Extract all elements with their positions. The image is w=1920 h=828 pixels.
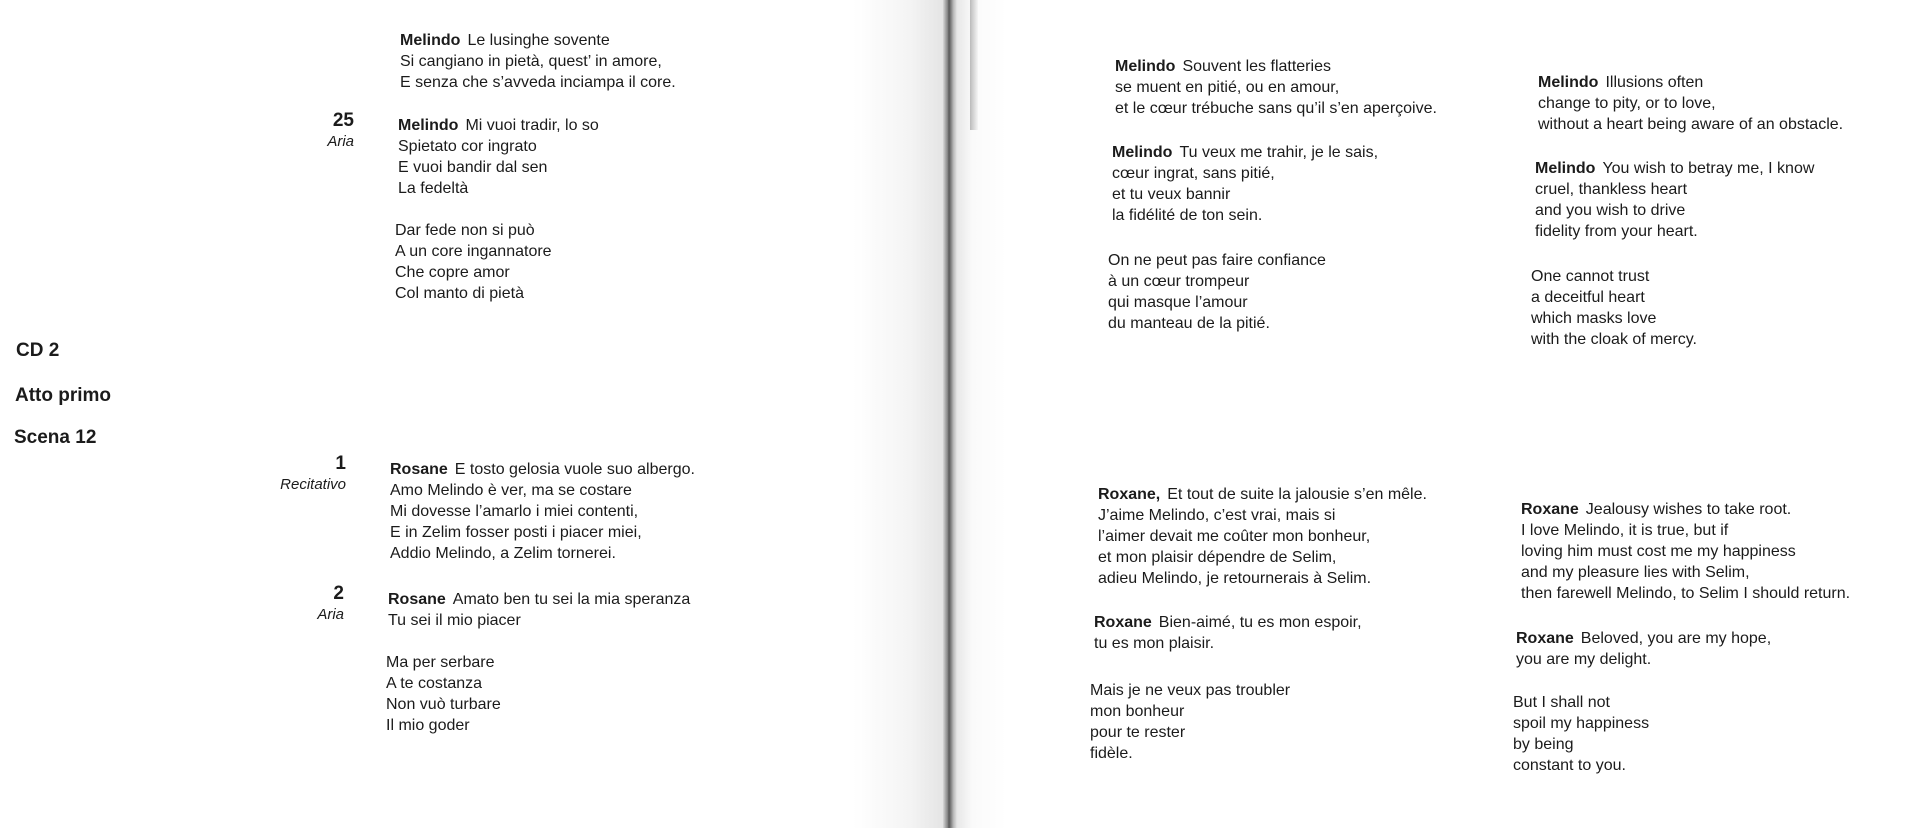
speaker-name: Roxane [1516, 630, 1574, 647]
verse-line: et mon plaisir dépendre de Selim, [1098, 549, 1337, 566]
verse-line: Beloved, you are my hope, [1580, 630, 1772, 647]
number-label-2 [224, 583, 344, 624]
number-label-1 [226, 453, 346, 494]
verse-line: Bien-aimé, tu es mon espoir, [1158, 614, 1362, 631]
italian-verse-melindo-aria [398, 115, 599, 199]
verse-line: l’aimer devait me coûter mon bonheur, [1098, 528, 1371, 545]
french-verse-roxane-aria-stanza-2 [1090, 680, 1290, 764]
italian-verse-melindo-recitative [400, 30, 676, 93]
verse-line: E senza che s’avveda inciampa il core. [400, 74, 676, 91]
verse-line: Tu veux me trahir, je le sais, [1179, 144, 1379, 161]
verse-line: et tu veux bannir [1112, 186, 1231, 203]
verse-line: constant to you. [1513, 757, 1626, 774]
verse-line: Mi dovesse l’amarlo i miei contenti, [390, 503, 639, 520]
verse-line: without a heart being aware of an obstacle. [1538, 116, 1844, 133]
verse-line: Souvent les flatteries [1182, 58, 1331, 75]
verse-line: se muent en pitié, ou en amour, [1115, 79, 1340, 96]
number-label-25 [234, 110, 354, 151]
verse-line: I love Melindo, it is true, but if [1521, 522, 1729, 539]
speaker-name: Melindo [400, 32, 461, 49]
french-verse-roxane-aria [1094, 612, 1362, 654]
verse-line: Amato ben tu sei la mia speranza [452, 591, 691, 608]
speaker-name: Melindo [1115, 58, 1176, 75]
speaker-name: Melindo [1538, 74, 1599, 91]
english-verse-melindo-aria-stanza-2 [1531, 266, 1697, 350]
left-page [0, 0, 948, 828]
act-heading: Atto primo [15, 385, 112, 406]
verse-line: Spietato cor ingrato [398, 138, 537, 155]
verse-line: adieu Melindo, je retournerais à Selim. [1098, 570, 1372, 587]
verse-line: à un cœur trompeur [1108, 273, 1250, 290]
verse-line: Tu sei il mio piacer [388, 612, 521, 629]
book-spine-fold [970, 0, 978, 130]
verse-line: Amo Melindo è ver, ma se costare [390, 482, 632, 499]
verse-line: Si cangiano in pietà, quest’ in amore, [400, 53, 662, 70]
verse-line: Le lusinghe sovente [467, 32, 610, 49]
verse-line: Che copre amor [395, 264, 510, 281]
english-verse-roxane-aria-stanza-2 [1513, 692, 1649, 776]
french-verse-melindo-aria [1112, 142, 1378, 226]
italian-verse-rosane-aria-stanza-2 [386, 652, 501, 736]
english-verse-melindo-aria [1535, 158, 1814, 242]
verse-line: Ma per serbare [386, 654, 495, 671]
verse-line: Addio Melindo, a Zelim tornerei. [390, 545, 616, 562]
verse-line: la fidélité de ton sein. [1112, 207, 1263, 224]
speaker-name: Roxane [1094, 614, 1152, 631]
verse-line: Dar fede non si può [395, 222, 535, 239]
book-spine-shadow [943, 0, 957, 828]
verse-line: fidèle. [1090, 745, 1133, 762]
french-verse-roxane-recitative [1098, 484, 1427, 589]
speaker-name: Melindo [398, 117, 459, 134]
verse-line: et le cœur trébuche sans qu’il s’en aperçoive. [1115, 100, 1437, 117]
verse-line: change to pity, or to love, [1538, 95, 1716, 112]
verse-line: and you wish to drive [1535, 202, 1686, 219]
verse-line: You wish to betray me, I know [1602, 160, 1815, 177]
verse-line: Il mio goder [386, 717, 470, 734]
verse-line: La fedeltà [398, 180, 469, 197]
right-page [948, 0, 1920, 828]
verse-line: Jealousy wishes to take root. [1585, 501, 1792, 518]
french-verse-melindo-recitative [1115, 56, 1437, 119]
speaker-name: Roxane [1521, 501, 1579, 518]
speaker-name: Melindo [1112, 144, 1173, 161]
verse-line: Et tout de suite la jalousie s’en mêle. [1167, 486, 1427, 503]
french-verse-melindo-aria-stanza-2 [1108, 250, 1326, 334]
verse-line: by being [1513, 736, 1574, 753]
verse-line: fidelity from your heart. [1535, 223, 1698, 240]
verse-line: pour te rester [1090, 724, 1186, 741]
verse-line: E in Zelim fosser posti i piacer miei, [390, 524, 642, 541]
verse-line: But I shall not [1513, 694, 1610, 711]
verse-line: Mais je ne veux pas troubler [1090, 682, 1291, 699]
verse-line: A te costanza [386, 675, 483, 692]
speaker-name: Melindo [1535, 160, 1596, 177]
track-type: Aria [327, 133, 354, 150]
track-number: 1 [335, 453, 346, 474]
speaker-name: Roxane, [1098, 486, 1161, 503]
track-type: Aria [317, 606, 344, 623]
verse-line: A un core ingannatore [395, 243, 552, 260]
english-verse-melindo-recitative [1538, 72, 1843, 135]
verse-line: On ne peut pas faire confiance [1108, 252, 1326, 269]
verse-line: loving him must cost me my happiness [1521, 543, 1796, 560]
verse-line: Illusions often [1605, 74, 1704, 91]
verse-line: mon bonheur [1090, 703, 1185, 720]
italian-verse-rosane-aria [388, 589, 690, 631]
speaker-name: Rosane [390, 461, 448, 478]
english-verse-roxane-aria [1516, 628, 1771, 670]
verse-line: One cannot trust [1531, 268, 1650, 285]
verse-line: Non vuò turbare [386, 696, 501, 713]
verse-line: qui masque l’amour [1108, 294, 1248, 311]
verse-line: J’aime Melindo, c’est vrai, mais si [1098, 507, 1336, 524]
verse-line: cruel, thankless heart [1535, 181, 1688, 198]
verse-line: Mi vuoi tradir, lo so [465, 117, 599, 134]
verse-line: Col manto di pietà [395, 285, 524, 302]
scene-heading: Scena 12 [14, 427, 97, 448]
track-number: 25 [332, 110, 354, 131]
verse-line: E vuoi bandir dal sen [398, 159, 548, 176]
verse-line: du manteau de la pitié. [1108, 315, 1270, 332]
verse-line: a deceitful heart [1531, 289, 1645, 306]
verse-line: with the cloak of mercy. [1531, 331, 1697, 348]
track-type: Recitativo [280, 476, 346, 493]
verse-line: then farewell Melindo, to Selim I should return. [1521, 585, 1851, 602]
verse-line: tu es mon plaisir. [1094, 635, 1215, 652]
speaker-name: Rosane [388, 591, 446, 608]
italian-verse-melindo-aria-stanza-2 [395, 220, 552, 304]
verse-line: cœur ingrat, sans pitié, [1112, 165, 1275, 182]
italian-verse-rosane-recitative [390, 459, 695, 564]
verse-line: which masks love [1531, 310, 1657, 327]
english-verse-roxane-recitative [1521, 499, 1850, 604]
verse-line: E tosto gelosia vuole suo albergo. [454, 461, 695, 478]
cd-heading: CD 2 [16, 340, 60, 361]
verse-line: and my pleasure lies with Selim, [1521, 564, 1750, 581]
verse-line: spoil my happiness [1513, 715, 1650, 732]
verse-line: you are my delight. [1516, 651, 1652, 668]
track-number: 2 [333, 583, 344, 604]
